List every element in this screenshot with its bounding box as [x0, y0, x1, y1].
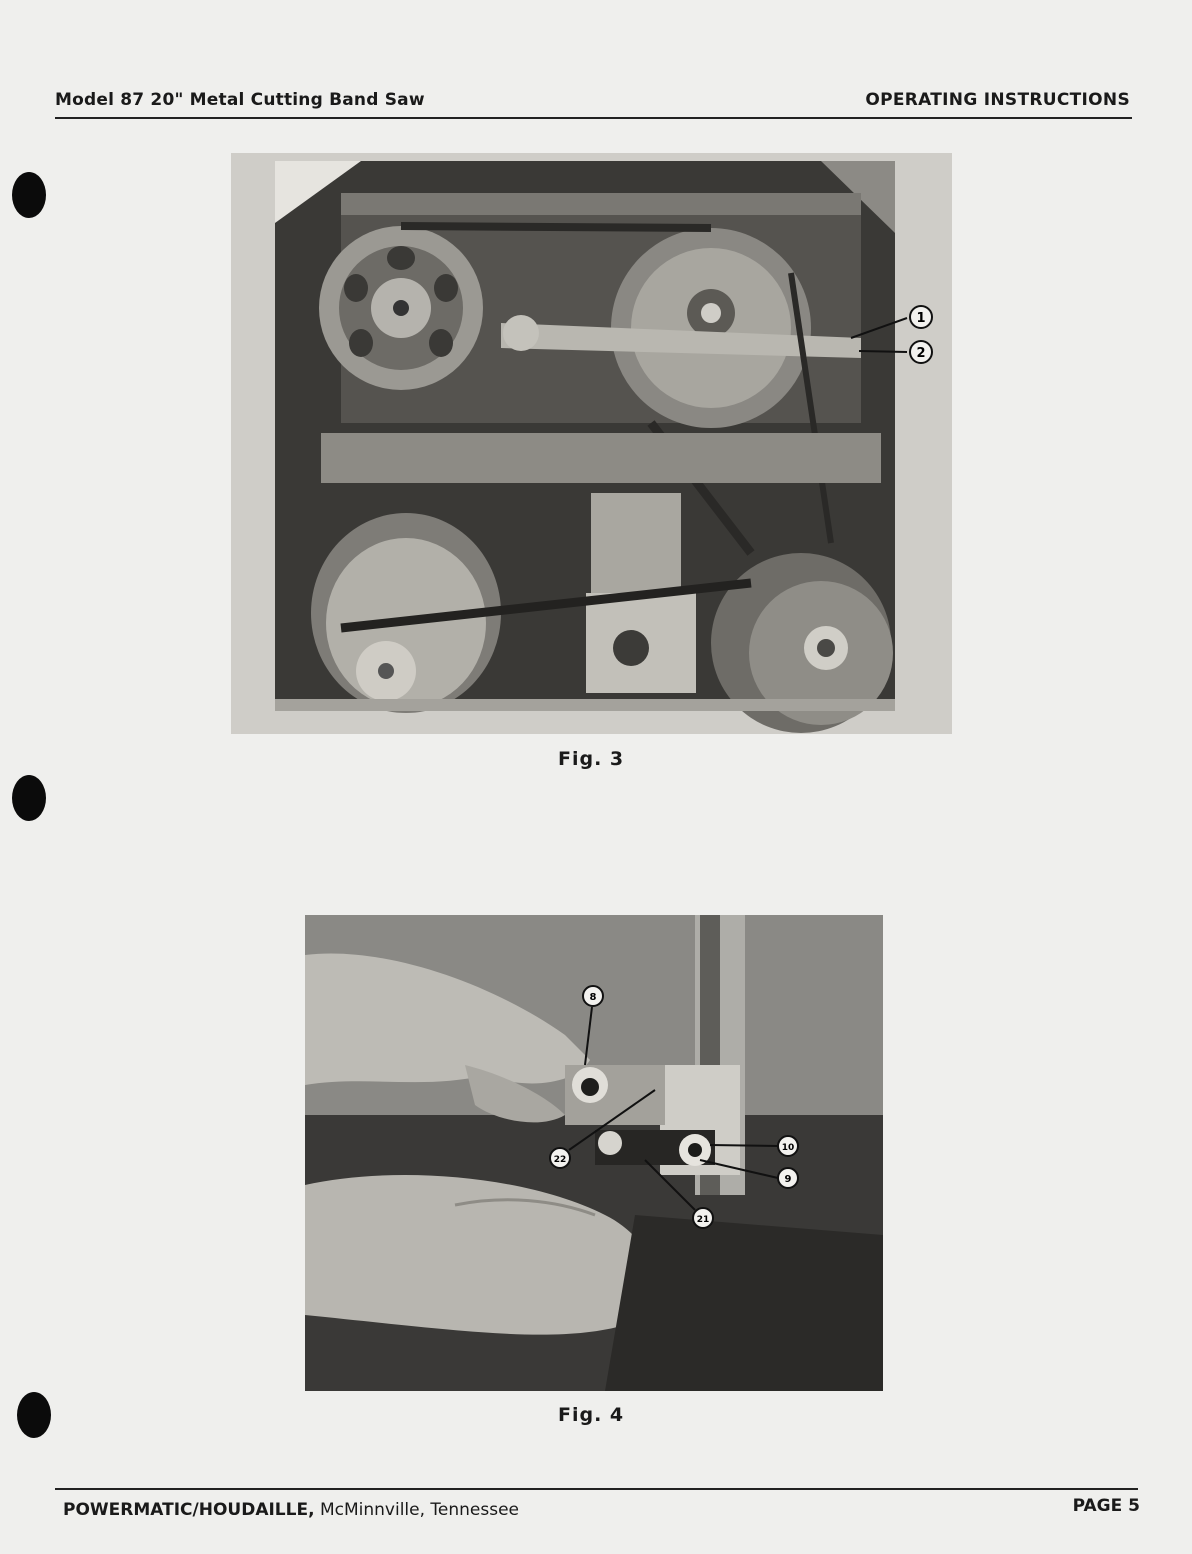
fig3-illustration — [231, 153, 952, 734]
fig4-photo — [305, 915, 883, 1391]
fig4-illustration — [305, 915, 883, 1391]
document-title: Model 87 20" Metal Cutting Band Saw — [55, 90, 425, 110]
page-number: PAGE 5 — [1072, 1496, 1140, 1516]
callout-label: 2 — [916, 346, 926, 361]
punch-hole — [17, 1392, 51, 1438]
punch-hole — [12, 775, 46, 821]
callout-label: 22 — [553, 1155, 567, 1165]
figure-caption: Fig. 3 — [558, 748, 625, 770]
footer-location: McMinnville, Tennessee — [319, 1500, 519, 1520]
footer-company: POWERMATIC/HOUDAILLE, — [63, 1500, 315, 1520]
punch-hole — [12, 172, 46, 218]
callout-label: 9 — [784, 1174, 792, 1185]
fig3-photo — [231, 153, 952, 734]
figure-caption: Fig. 4 — [558, 1404, 625, 1426]
footer-publisher — [63, 1500, 519, 1520]
section-title: OPERATING INSTRUCTIONS — [865, 90, 1130, 110]
callout-label: 8 — [589, 992, 597, 1003]
callout-label: 21 — [696, 1215, 710, 1225]
header-divider — [55, 117, 1132, 119]
footer-divider — [55, 1488, 1138, 1490]
callout-label: 1 — [916, 311, 926, 326]
callout-label: 10 — [781, 1143, 795, 1153]
